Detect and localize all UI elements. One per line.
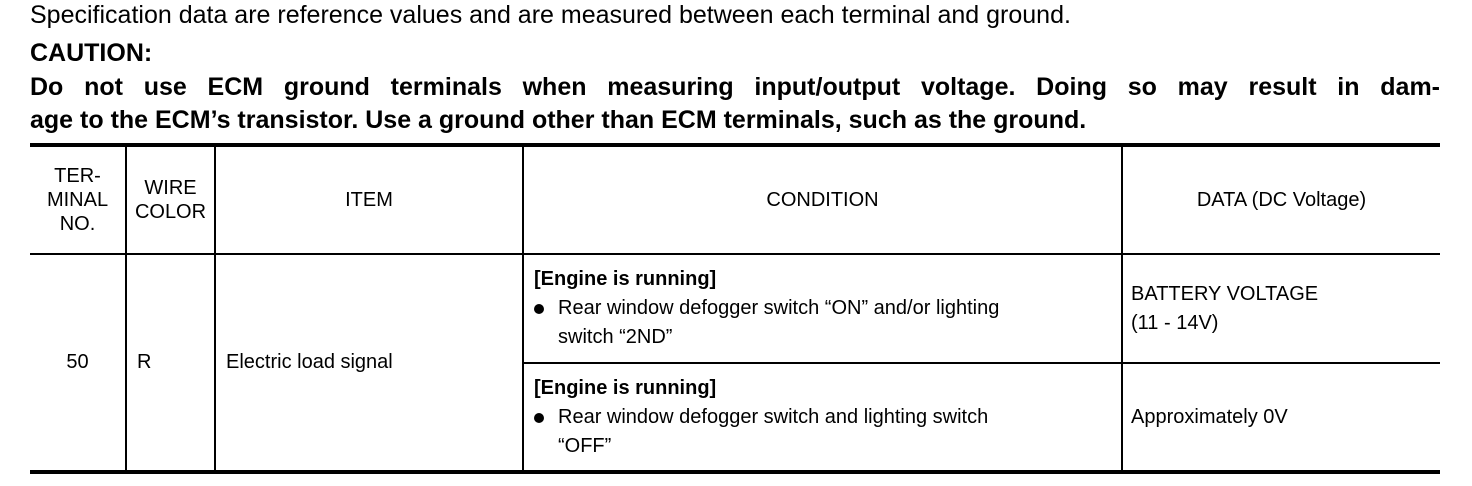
- header-condition: CONDITION: [523, 145, 1122, 254]
- bullet-icon: [534, 413, 544, 423]
- condition-heading: [Engine is running]: [534, 376, 717, 399]
- terminal-number-cell: 50: [30, 254, 126, 472]
- header-terminal-no-line3: NO.: [59, 213, 96, 235]
- condition-cell: [523, 254, 1122, 363]
- header-terminal-no-line2: MINAL: [46, 189, 109, 211]
- condition-bullet-line1: Rear window defogger switch and lighting switch: [558, 405, 989, 428]
- condition-bullet-line1: Rear window defogger switch “ON” and/or lighting: [558, 297, 1000, 319]
- data-line2: (11 - 14V): [1131, 311, 1219, 334]
- caution-text: [30, 71, 1440, 137]
- condition-bullet-text: [558, 403, 988, 461]
- header-terminal-no: [30, 145, 126, 254]
- table-header-row: [30, 145, 1440, 254]
- header-wire-color-line2: COLOR: [134, 201, 207, 223]
- data-line1: Approximately 0V: [1131, 405, 1288, 428]
- header-terminal-no-line1: TER-: [54, 165, 101, 187]
- spec-intro-text: Specification data are reference values and are measured between each terminal and ground.: [30, 1, 1071, 29]
- header-wire-color-line1: WIRE: [144, 177, 197, 199]
- header-data: DATA (DC Voltage): [1122, 145, 1440, 254]
- terminal-spec-table: [30, 143, 1440, 474]
- item-cell: Electric load signal: [215, 254, 523, 472]
- caution-line-1: Do not use ECM ground terminals when measuring input/output voltage. Doing so may result in dam-: [30, 73, 1440, 101]
- condition-heading: [Engine is running]: [534, 268, 717, 290]
- table-row: [30, 254, 1440, 363]
- condition-cell: [523, 363, 1122, 472]
- data-cell: [1122, 363, 1440, 472]
- bullet-icon: [534, 304, 544, 314]
- caution-heading: CAUTION:: [30, 39, 153, 67]
- caution-line-2: age to the ECM’s transistor. Use a ground other than ECM terminals, such as the ground.: [30, 106, 1087, 134]
- header-wire-color: [126, 145, 215, 254]
- condition-bullet-line2: switch “2ND”: [558, 326, 673, 348]
- condition-bullet: [534, 294, 1111, 352]
- condition-bullet: [534, 403, 1111, 461]
- data-cell: [1122, 254, 1440, 363]
- header-item: ITEM: [215, 145, 523, 254]
- condition-bullet-line2: “OFF”: [558, 434, 612, 457]
- data-line1: BATTERY VOLTAGE: [1131, 282, 1319, 305]
- condition-bullet-text: [558, 294, 999, 352]
- wire-color-cell: R: [126, 254, 215, 472]
